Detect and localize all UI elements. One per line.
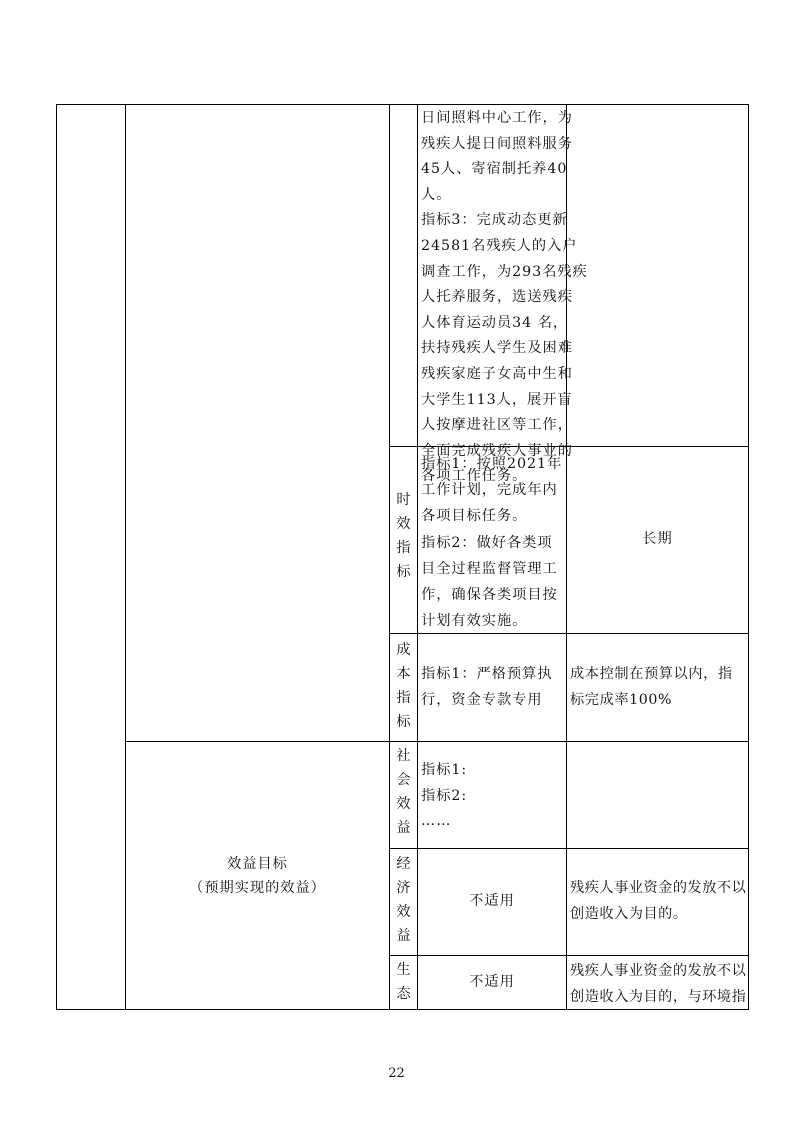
continued-indicator-desc bbox=[421, 106, 588, 490]
label-char: 效 bbox=[396, 796, 411, 812]
benefit-section-header bbox=[126, 742, 389, 1009]
desc-line: 大学生113人，展开盲 bbox=[421, 391, 573, 408]
value-line: 创造收入为目的，与环境指 bbox=[570, 988, 747, 1005]
label-char: 济 bbox=[396, 880, 411, 896]
social-benefit-desc bbox=[421, 758, 467, 835]
desc-line: 各项工作任务。 bbox=[421, 468, 528, 485]
value-line: 创造收入为目的。 bbox=[570, 905, 688, 922]
value-line: 标完成率100% bbox=[570, 691, 673, 708]
label-char: 经 bbox=[396, 856, 411, 872]
label-char: 本 bbox=[396, 666, 411, 682]
label-char: 效 bbox=[396, 904, 411, 920]
grid-line-top bbox=[56, 104, 749, 105]
grid-line-col-5 bbox=[748, 104, 749, 1010]
desc-line: 指标1：按照2021年 bbox=[421, 456, 563, 472]
label-char: 成 bbox=[396, 642, 411, 658]
value-line: 残疾人事业资金的发放不以 bbox=[570, 963, 747, 979]
label-char: 态 bbox=[396, 986, 411, 1002]
timeliness-value bbox=[567, 447, 748, 633]
desc-line: 残疾家庭子女高中生和 bbox=[421, 365, 573, 382]
cost-desc bbox=[421, 662, 553, 713]
label-char: 益 bbox=[396, 928, 411, 944]
label-char: 社 bbox=[396, 748, 411, 764]
label-char: 时 bbox=[396, 492, 411, 508]
timeliness-label bbox=[390, 488, 417, 584]
page-number: 22 bbox=[388, 1066, 405, 1081]
desc-line: 指标2：做好各类项 bbox=[421, 534, 553, 551]
desc-line: 行，资金专款专用 bbox=[421, 691, 543, 708]
ecological-benefit-desc bbox=[418, 956, 566, 1009]
desc-line: 指标3：完成动态更新 bbox=[421, 212, 568, 229]
desc-line: 残疾人提日间照料服务 bbox=[421, 135, 573, 152]
desc-line: …… bbox=[421, 813, 452, 830]
desc-line: 目全过程监督管理工 bbox=[421, 560, 558, 577]
label-char: 生 bbox=[396, 962, 411, 978]
desc-line: 指标2: bbox=[421, 787, 468, 804]
ecological-benefit-label bbox=[390, 958, 417, 1006]
desc-line: 计划有效实施。 bbox=[421, 613, 528, 630]
label-char: 指 bbox=[396, 540, 411, 556]
cost-label bbox=[390, 638, 417, 734]
label-char: 会 bbox=[396, 772, 411, 788]
desc-line: 指标1：严格预算执 bbox=[421, 666, 553, 682]
desc-line: 人托养服务，选送残疾 bbox=[421, 289, 573, 306]
timeliness-desc bbox=[421, 451, 562, 634]
value-line: 残疾人事业资金的发放不以 bbox=[570, 880, 747, 896]
desc-line: 日间照料中心工作，为 bbox=[421, 110, 573, 126]
desc-line: 指标1: bbox=[421, 762, 468, 778]
desc-line: 人。 bbox=[421, 186, 452, 203]
desc-line: 人按摩进社区等工作， bbox=[421, 417, 573, 434]
economic-benefit-desc bbox=[418, 849, 566, 955]
label-char: 益 bbox=[396, 820, 411, 836]
economic-benefit-value bbox=[570, 876, 746, 927]
desc-line: 扶持残疾人学生及困难 bbox=[421, 340, 573, 357]
desc-line: 人体育运动员34 名， bbox=[421, 314, 569, 331]
desc-text: 不适用 bbox=[469, 973, 515, 990]
social-benefit-label bbox=[390, 744, 417, 840]
desc-line: 全面完成残疾人事业的 bbox=[421, 442, 573, 459]
grid-line-col-0 bbox=[56, 104, 57, 1010]
economic-benefit-label bbox=[390, 852, 417, 948]
value-line: 成本控制在预算以内，指 bbox=[570, 666, 733, 682]
desc-line: 24581名残疾人的入户 bbox=[421, 237, 578, 254]
desc-line: 45人、寄宿制托养40 bbox=[421, 161, 568, 178]
cost-value bbox=[570, 662, 733, 713]
benefit-title: 效益目标 bbox=[227, 855, 288, 872]
label-char: 效 bbox=[396, 516, 411, 532]
label-char: 指 bbox=[396, 690, 411, 706]
ecological-benefit-value bbox=[570, 959, 746, 1010]
desc-line: 作，确保各类项目按 bbox=[421, 587, 558, 604]
label-char: 标 bbox=[396, 564, 411, 580]
desc-line: 调查工作，为293名残疾 bbox=[421, 263, 588, 280]
benefit-subtitle: （预期实现的效益） bbox=[189, 879, 326, 896]
label-char: 标 bbox=[396, 714, 411, 730]
desc-text: 不适用 bbox=[469, 893, 515, 910]
desc-line: 各项目标任务。 bbox=[421, 508, 528, 525]
value-text: 长期 bbox=[642, 531, 673, 548]
desc-line: 工作计划，完成年内 bbox=[421, 482, 558, 499]
